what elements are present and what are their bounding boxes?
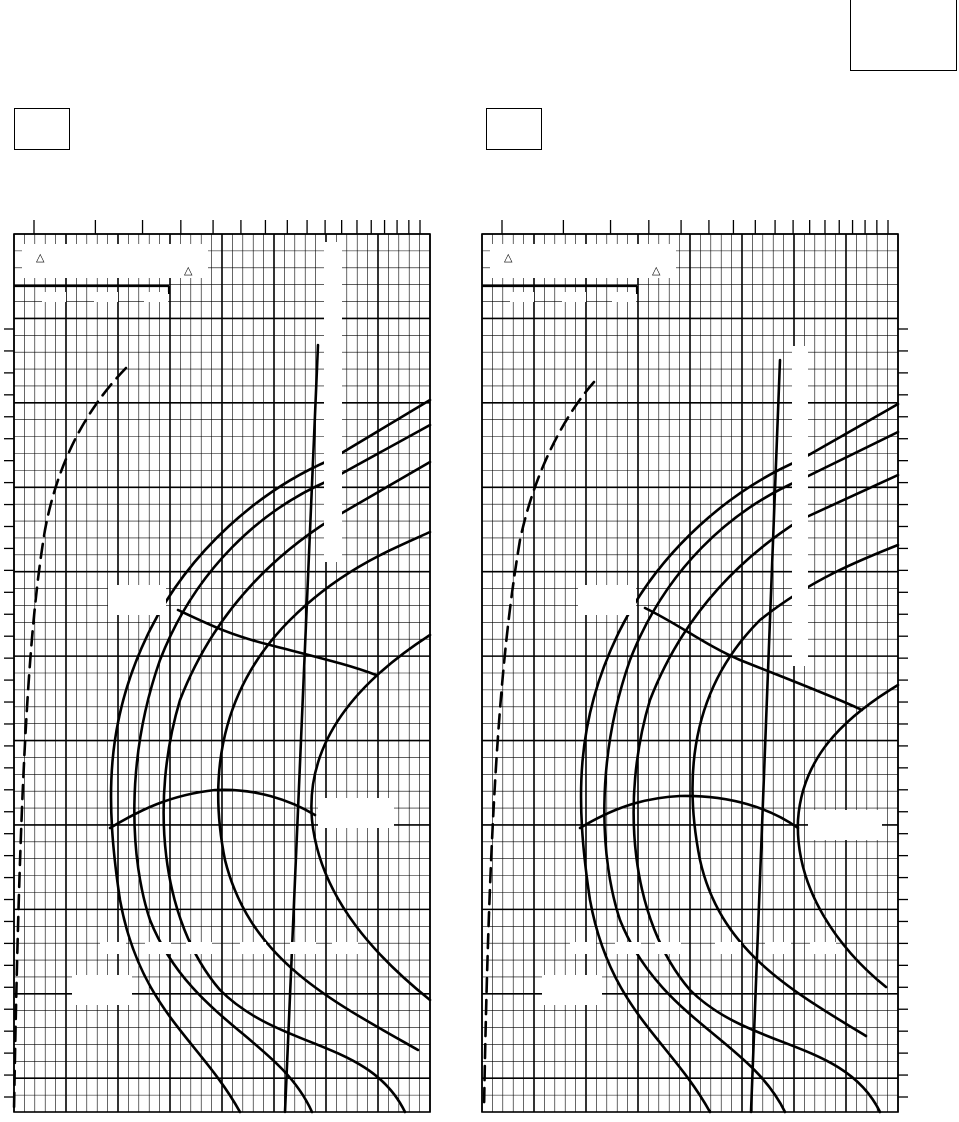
top-ticks	[502, 220, 888, 234]
curve-label-mask	[100, 942, 126, 954]
curve-label-mask	[578, 585, 636, 615]
curve-label-mask	[615, 942, 641, 954]
series-near-vertical	[285, 345, 318, 1112]
scale-label-mask	[612, 292, 636, 302]
label-masks	[72, 242, 394, 1005]
curve-label-mask	[542, 975, 602, 1005]
scale-label-mask	[94, 292, 118, 302]
curve-label-mask	[810, 942, 836, 954]
series-ridge-upper	[645, 608, 862, 710]
right-chart-panel	[482, 220, 908, 1112]
scale-label-mask	[510, 292, 534, 302]
curve-label-mask	[765, 942, 791, 954]
legend-mark-1: △	[36, 252, 45, 264]
legend-box	[22, 244, 208, 278]
legend-mark-1: △	[504, 252, 513, 264]
curve-label-mask	[108, 585, 166, 615]
series-curve-1	[581, 404, 898, 1112]
curve-label-mask	[570, 942, 596, 954]
side-ticks	[898, 329, 908, 1097]
curve-label-mask	[332, 942, 358, 954]
curve-label-mask	[808, 810, 882, 840]
scale-label-mask	[144, 292, 168, 302]
curve-label-mask	[318, 798, 394, 828]
curve-label-mask	[290, 942, 316, 954]
curve-label-mask	[72, 975, 132, 1005]
legend-mark-2: △	[184, 265, 193, 277]
legend	[482, 244, 676, 302]
legend	[14, 244, 208, 302]
series-curve-1	[111, 400, 430, 1112]
label-masks	[542, 346, 882, 1005]
legend-box	[490, 244, 676, 278]
curve-label-mask	[186, 942, 212, 954]
curve-label-mask	[655, 942, 681, 954]
curve-label-mask	[715, 942, 741, 954]
series-ridge-lower	[580, 796, 798, 828]
series-near-vertical	[751, 360, 780, 1112]
scale-label-mask	[562, 292, 586, 302]
curve-label-mask	[792, 346, 808, 666]
series-curve-3	[164, 462, 430, 1112]
legend-mark-2: △	[652, 265, 661, 277]
top-ticks	[34, 220, 420, 234]
side-ticks	[4, 329, 14, 1097]
scale-label-mask	[42, 292, 66, 302]
series-curve-3	[634, 475, 898, 1112]
left-chart-panel	[4, 220, 430, 1112]
curve-label-mask	[145, 942, 171, 954]
curve-label-mask	[240, 942, 266, 954]
series-curve-2	[134, 425, 430, 1112]
curve-label-mask	[324, 242, 342, 562]
